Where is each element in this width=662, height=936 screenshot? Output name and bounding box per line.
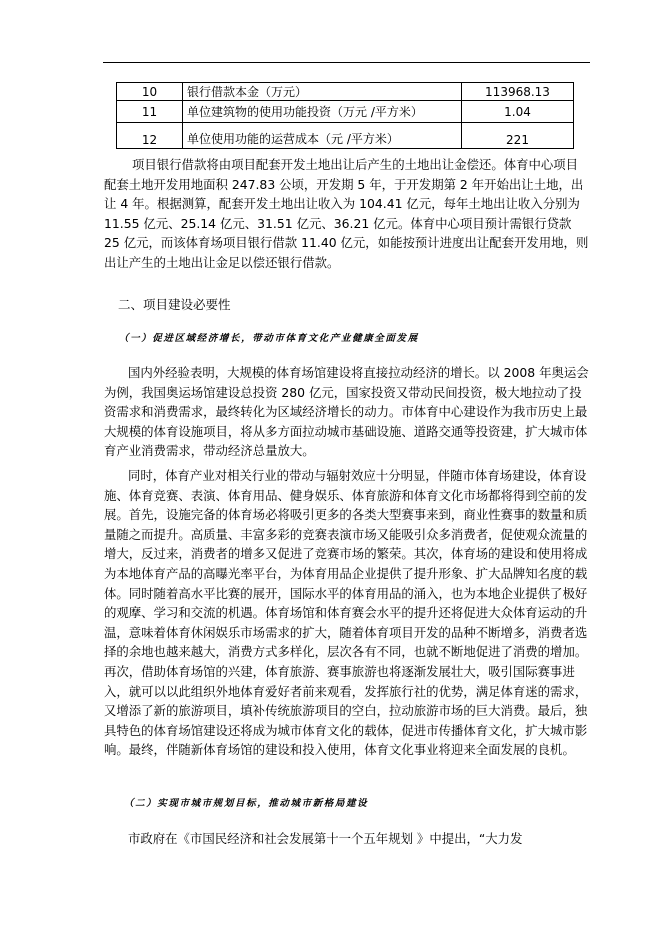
subsection-heading: （一）促进区域经济增长，带动市体育文化产业健康全面发展 xyxy=(119,333,419,344)
loan-repayment-paragraph: 项目银行借款将由项目配套开发土地出让后产生的土地出让金偿还。体育中心项目配套土地开发用地面积 247.83 公顷，开发期 5 年，于开发期第 2 年开始出让土地，出让 4 年。根据测算，配套开发土地出让收入为 104.41 亿元，每年土地出让收入分别为 11.55 亿元、25.14 亿元、31.51 亿元、36.21 亿元。体育中心项目预计需银行贷款 25 亿元，而该体育场项目银行借款 11.40 亿元，如能按预计进度出让配套开发用地，则出让产生的土地出让金足以偿还银行借款。 xyxy=(104,157,589,270)
row-number: 11 xyxy=(117,101,183,123)
row-value: 113968.13 xyxy=(462,83,574,101)
row-value: 1.04 xyxy=(462,101,574,123)
row-item: 单位建筑物的使用功能投资（万元 /平方米） xyxy=(183,101,462,123)
row-value: 221 xyxy=(462,123,574,149)
row-number: 12 xyxy=(117,123,183,149)
subsection-heading: （二）实现市城市规划目标，推动城市新格局建设 xyxy=(124,798,369,809)
table-row xyxy=(117,101,574,123)
planning-paragraph: 市政府在《市国民经济和社会发展第十一个五年规划 》中提出，“大力发 xyxy=(128,831,523,846)
row-item: 单位使用功能的运营成本（元 /平方米） xyxy=(183,123,462,149)
industry-impact-paragraph: 同时，体育产业对相关行业的带动与辐射效应十分明显，伴随市体育场建设，体育设施、体育竞赛、表演、体育用品、健身娱乐、体育旅游和体育文化市场都将得到空前的发展。首先，设施完备的体育场必将吸引更多的各类大型赛事来到，商业性赛事的数量和质量随之而提升。高质量、丰富多彩的竞赛表演市场又能吸引众多消费者，促使观众流量的增大，反过来，消费者的增多又促进了竞赛市场的繁荣。其次，体育场的建设和使用将成为本地体育产品的高曝光率平台，为体育用品企业提供了提升形象、扩大品牌知名度的载体。同时随着高水平比赛的展开，国际水平的体育用品的涌入，也为本地企业提供了极好的观摩、学习和交流的机遇。体育场馆和体育赛会水平的提升还将促进大众体育运动的升温，意味着体育休闲娱乐市场需求的扩大，随着体育项目开发的品种不断增多，消费者选择的余地也越来越大，消费方式多样化，层次各有不同，也就不断地促进了消费的增加。再次，借助体育场馆的兴建，体育旅游、赛事旅游也将逐渐发展壮大，吸引国际赛事进入，就可以以此组织外地体育爱好者前来观看，发挥旅行社的优势，满足体育迷的需求，又增添了新的旅游项目，填补传统旅游项目的空白，拉动旅游市场的巨大消费。最后，独具特色的体育场馆建设还将成为城市体育文化的载体，促进市传播体育文化，扩大城市影响。最终，伴随新体育场馆的建设和投入使用，体育文化事业将迎来全面发展的良机。 xyxy=(104,468,588,758)
table-row xyxy=(117,83,574,101)
row-item: 银行借款本金（万元） xyxy=(183,83,462,101)
table-row xyxy=(117,123,574,149)
header-rule xyxy=(103,62,590,63)
economic-growth-paragraph: 国内外经验表明，大规模的体育场馆建设将直接拉动经济的增长。以 2008 年奥运会为例，我国奥运场馆建设总投资 280 亿元，国家投资又带动民间投资，极大地拉动了投资需求和消费需求，最终转化为区域经济增长的动力。市体育中心建设作为我市历史上最大规模的体育设施项目，将从多方面拉动城市基础设施、道路交通等投资建，扩大城市体育产业消费需求，带动经济总量放大。 xyxy=(104,365,589,459)
data-table xyxy=(116,82,574,149)
section-heading: 二、项目建设必要性 xyxy=(118,297,231,312)
row-number: 10 xyxy=(117,83,183,101)
